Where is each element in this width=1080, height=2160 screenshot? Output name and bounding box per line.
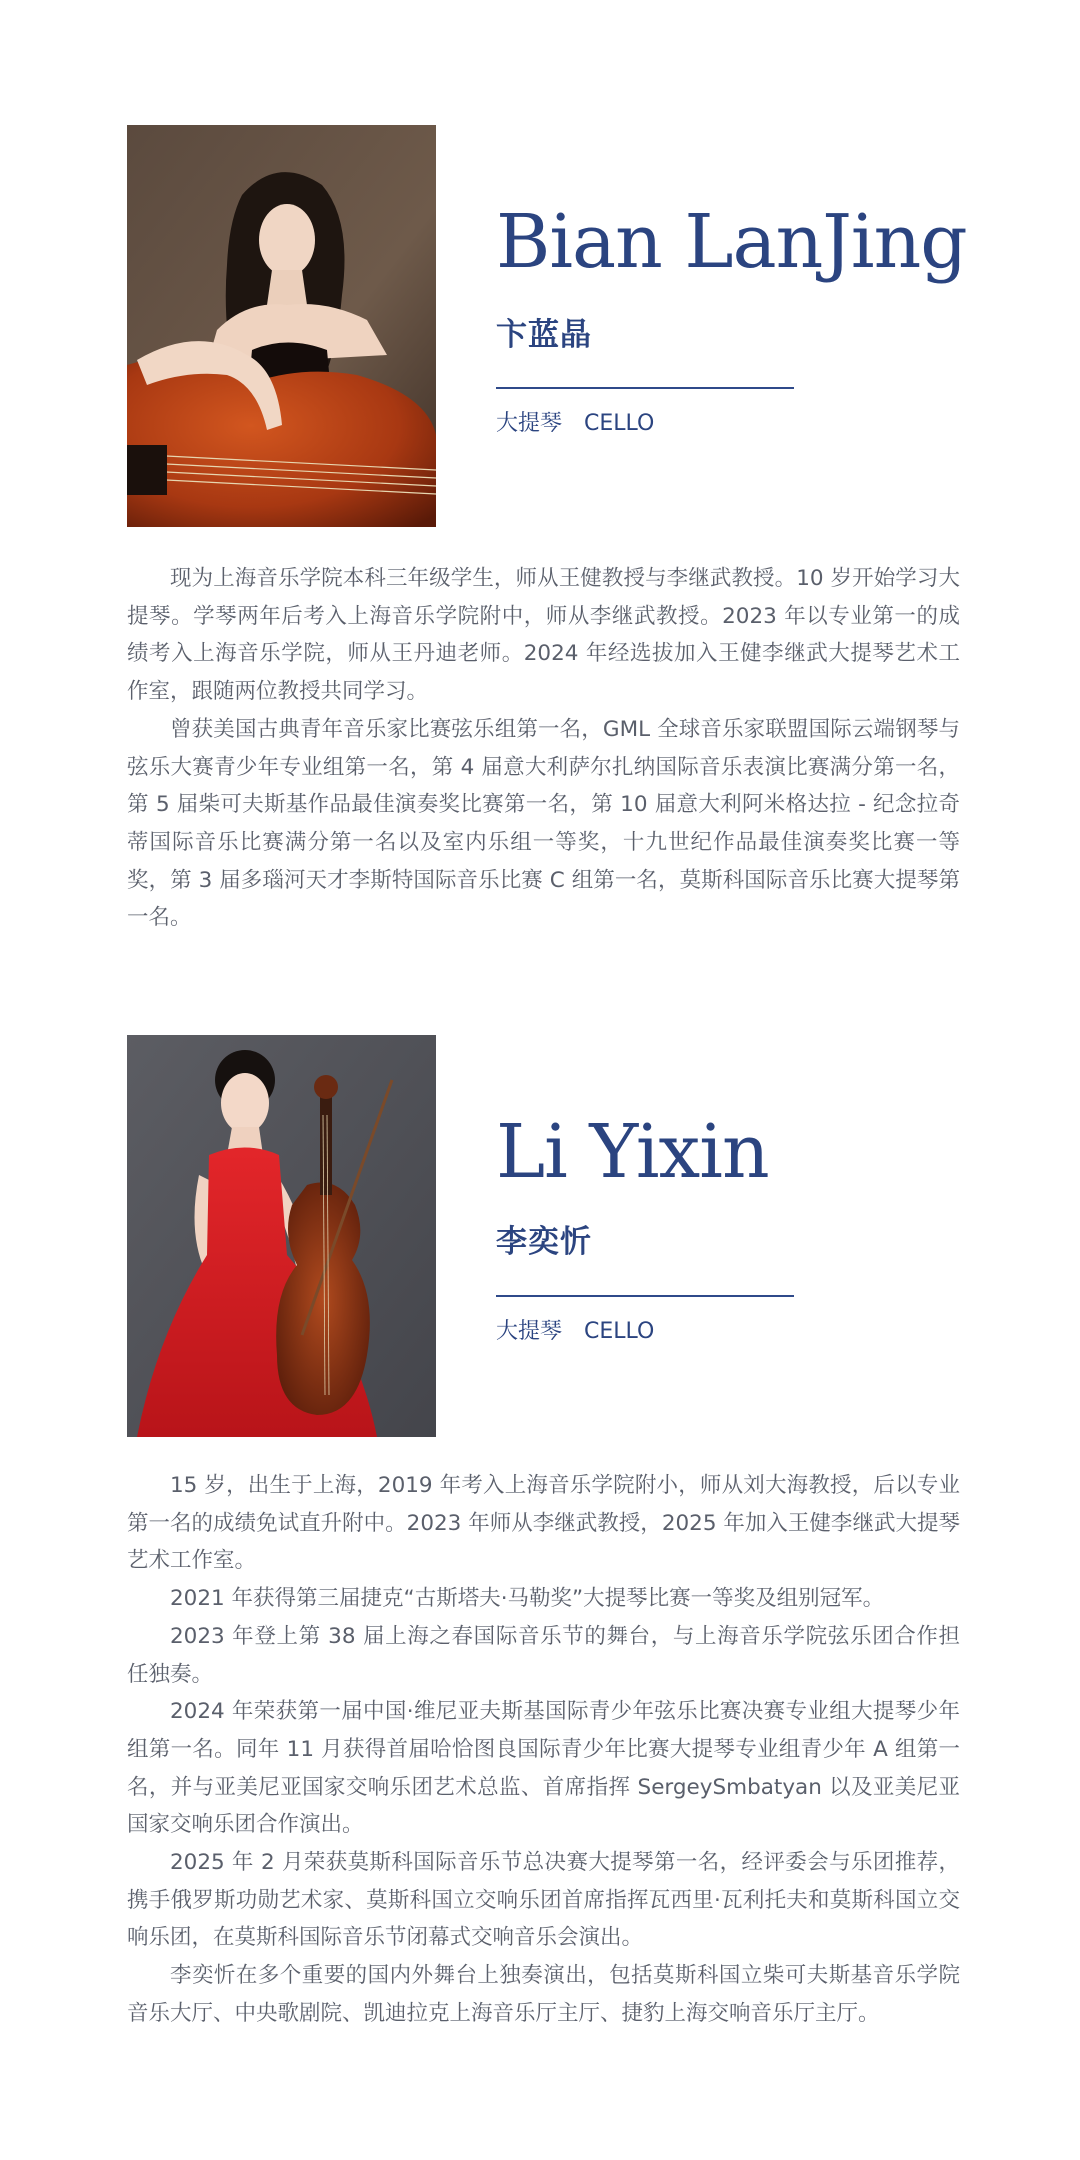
bio-paragraph: 现为上海音乐学院本科三年级学生，师从王健教授与李继武教授。10 岁开始学习大提琴。学琴两年后考入上海音乐学院附中，师从李继武教授。2023 年以专业第一的成绩考入上海音乐学院，师从王丹迪老师。2024 年经选拔加入王健李继武大提琴艺术工作室，跟随两位教授共同学习。 <box>127 566 960 705</box>
name-english: Bian LanJing <box>496 199 967 285</box>
biography <box>127 1467 960 2033</box>
name-chinese: 李奕忻 <box>496 1224 592 1260</box>
bio-paragraph: 2021 年获得第三届捷克“古斯塔夫·马勒奖”大提琴比赛一等奖及组别冠军。 <box>170 1586 885 1612</box>
biography <box>127 560 960 937</box>
divider-line <box>496 387 794 389</box>
name-english: Li Yixin <box>496 1109 769 1195</box>
bio-paragraph: 李奕忻在多个重要的国内外舞台上独奏演出，包括莫斯科国立柴可夫斯基音乐学院音乐大厅、中央歌剧院、凯迪拉克上海音乐厅主厅、捷豹上海交响音乐厅主厅。 <box>127 1963 960 2026</box>
instrument-label <box>496 1321 654 1343</box>
instrument-en: CELLO <box>584 411 655 436</box>
instrument-cn: 大提琴 <box>496 411 563 436</box>
instrument-cn: 大提琴 <box>496 1319 563 1344</box>
bio-paragraph: 曾获美国古典青年音乐家比赛弦乐组第一名，GML 全球音乐家联盟国际云端钢琴与弦乐大赛青少年专业组第一名，第 4 届意大利萨尔扎纳国际音乐表演比赛满分第一名，第 5 届柴可夫斯基作品最佳演奏奖比赛第一名，第 10 届意大利阿米格达拉 - 纪念拉奇蒂国际音乐比赛满分第一名以及室内乐组一等奖，十九世纪作品最佳演奏奖比赛一等奖，第 3 届多瑙河天才李斯特国际音乐比赛 C 组第一名，莫斯科国际音乐比赛大提琴第一名。 <box>127 716 960 931</box>
divider-line <box>496 1295 794 1297</box>
name-chinese: 卞蓝晶 <box>496 317 592 353</box>
bio-paragraph: 2025 年 2 月荣获莫斯科国际音乐节总决赛大提琴第一名，经评委会与乐团推荐，携手俄罗斯功勋艺术家、莫斯科国立交响乐团首席指挥瓦西里·瓦利托夫和莫斯科国立交响乐团，在莫斯科国际音乐节闭幕式交响音乐会演出。 <box>127 1850 960 1951</box>
bio-paragraph: 15 岁，出生于上海，2019 年考入上海音乐学院附小，师从刘大海教授，后以专业第一名的成绩免试直升附中。2023 年师从李继武教授，2025 年加入王健李继武大提琴艺术工作室。 <box>127 1473 960 1574</box>
bio-paragraph: 2023 年登上第 38 届上海之春国际音乐节的舞台，与上海音乐学院弦乐团合作担任独奏。 <box>127 1623 960 1687</box>
portrait-photo <box>127 125 436 527</box>
instrument-en: CELLO <box>584 1319 655 1344</box>
portrait-photo <box>127 1035 436 1437</box>
bio-paragraph: 2024 年荣获第一届中国·维尼亚夫斯基国际青少年弦乐比赛决赛专业组大提琴少年组第一名。同年 11 月获得首届哈恰图良国际青少年比赛大提琴专业组青少年 A 组第一名，并与亚美尼亚国家交响乐团艺术总监、首席指挥 SergeySmbatyan 以及亚美尼亚国家交响乐团合作演出。 <box>127 1699 960 1838</box>
instrument-label <box>496 413 654 435</box>
